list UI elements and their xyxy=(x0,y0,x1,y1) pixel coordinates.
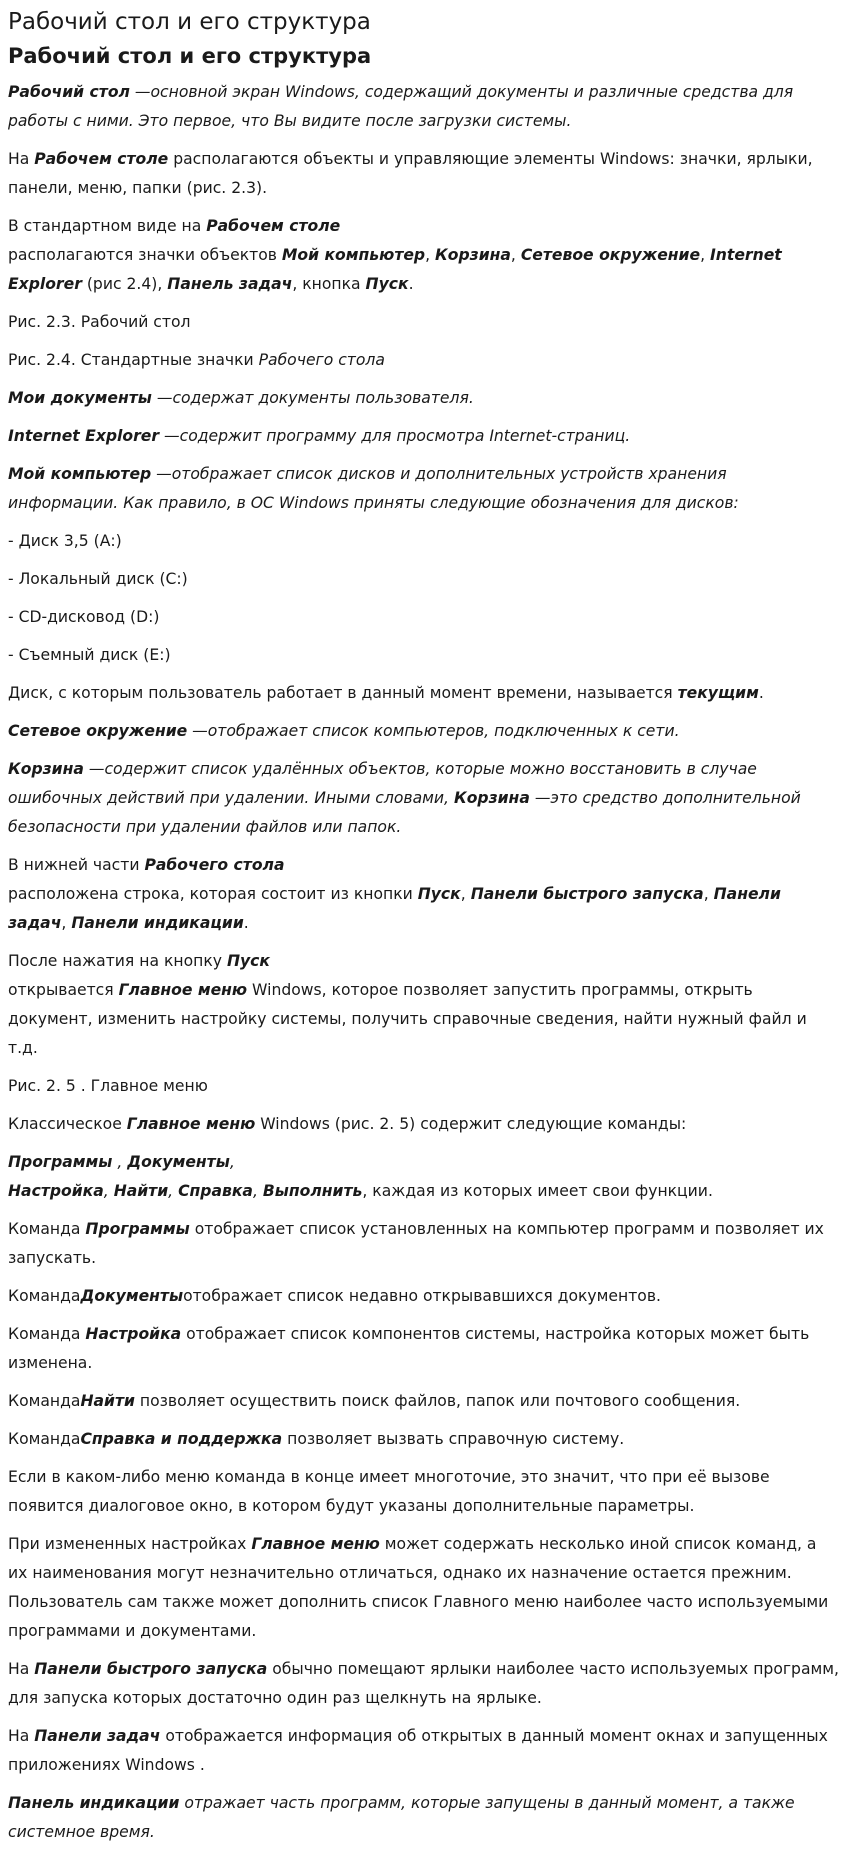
text-run: располагаются значки объектов xyxy=(8,246,282,264)
paragraph xyxy=(8,1655,839,1713)
text-run: (рис 2.4), xyxy=(81,275,168,293)
text-run: обычно помещают ярлыки наиболее часто используемых программ, для запуска которых достаточно один раз щелкнуть на ярлыке. xyxy=(8,1660,839,1707)
emphasized-term: Панели индикации xyxy=(71,914,244,932)
emphasized-term: Настройка xyxy=(85,1325,182,1343)
paragraph xyxy=(8,384,839,413)
text-run: При измененных настройках xyxy=(8,1535,252,1553)
text-run: —содержат документы пользователя. xyxy=(151,389,474,407)
text-run: Windows (рис. 2. 5) содержит следующие команды: xyxy=(255,1115,687,1133)
emphasized-term: Пуск xyxy=(417,885,461,903)
section-heading: Рабочий стол и его структура xyxy=(8,44,372,68)
paragraph xyxy=(8,1722,839,1780)
text-run: располагаются объекты и управляющие элементы Windows: значки, ярлыки, панели, меню, папки (рис. 2.3). xyxy=(8,150,813,197)
text-run: позволяет вызвать справочную систему. xyxy=(282,1430,625,1448)
emphasized-term: Сетевое окружение xyxy=(8,722,188,740)
emphasized-term: Документы xyxy=(80,1287,184,1305)
emphasized-term: Рабочий стол xyxy=(8,83,130,101)
paragraph xyxy=(8,1215,839,1273)
text-run: отображает список недавно открывавшихся документов. xyxy=(183,1287,661,1305)
emphasized-term: Корзина xyxy=(435,246,511,264)
text-run: позволяет осуществить поиск файлов, папок или почтового сообщения. xyxy=(134,1392,741,1410)
text-run: Классическое xyxy=(8,1115,127,1133)
text-run: После нажатия на кнопку xyxy=(8,952,227,970)
text-run: —содержит программу для просмотра Internet-страниц. xyxy=(159,427,631,445)
emphasized-term: Главное меню xyxy=(126,1115,256,1133)
emphasized-term: Справка и поддержка xyxy=(80,1430,283,1448)
emphasized-term: текущим xyxy=(677,684,759,702)
text-run: Команда xyxy=(8,1325,86,1343)
emphasized-term: Панель индикации xyxy=(8,1794,180,1812)
text-run: Windows, которое позволяет запустить программы, открыть документ, изменить настройку системы, получить справочные сведения, найти нужный файл и т.д. xyxy=(8,981,807,1057)
emphasized-term: Рабочем столе xyxy=(206,217,341,235)
emphasized-term: Панели быстрого запуска xyxy=(470,885,704,903)
text-run: В нижней части xyxy=(8,856,145,874)
emphasized-term: Справка xyxy=(178,1182,253,1200)
page-title: Рабочий стол и его структура xyxy=(8,9,371,35)
emphasized-term: Программы xyxy=(85,1220,190,1238)
paragraph xyxy=(8,717,839,746)
paragraph xyxy=(8,346,839,375)
paragraph xyxy=(8,947,839,1063)
paragraph xyxy=(8,145,839,203)
paragraph xyxy=(8,755,839,842)
paragraph xyxy=(8,565,839,594)
text-run: , xyxy=(61,914,72,932)
text-run: Рис. 2.3. Рабочий стол xyxy=(8,313,191,331)
emphasized-term: Главное меню xyxy=(118,981,248,999)
paragraph xyxy=(8,1789,839,1847)
emphasized-term: Корзина xyxy=(8,760,84,778)
paragraph xyxy=(8,422,839,451)
text-run: , xyxy=(425,246,436,264)
emphasized-term: Выполнить xyxy=(262,1182,363,1200)
emphasized-term: Найти xyxy=(80,1392,135,1410)
emphasized-term: Рабочего стола xyxy=(144,856,285,874)
emphasized-term: Программы xyxy=(8,1153,113,1171)
text-run: , xyxy=(460,885,471,903)
text-run: На xyxy=(8,1727,35,1745)
text-run: , xyxy=(700,246,710,264)
text-run: может содержать несколько иной список команд, а их наименования могут незначительно отличаться, однако их назначение остается прежним. Пользователь сам также может дополнить список Главного меню наиболее часто используемыми программами и документами. xyxy=(8,1535,829,1640)
emphasized-term: Internet Explorer xyxy=(8,246,782,293)
paragraph xyxy=(8,527,839,556)
text-run: Рис. 2. 5 . Главное меню xyxy=(8,1077,208,1095)
emphasized-term: Документы xyxy=(127,1153,230,1171)
text-run: Если в каком-либо меню команда в конце имеет многоточие, это значит, что при её вызове появится диалоговое окно, в котором будут указаны дополнительные параметры. xyxy=(8,1468,770,1515)
emphasized-term: Панели задач xyxy=(34,1727,161,1745)
text-run: , xyxy=(510,246,521,264)
text-run: —содержит список удалённых объектов, которые можно восстановить в случае ошибочных действий при удалении. Иными словами, xyxy=(8,760,757,807)
text-run: Команда xyxy=(8,1430,81,1448)
emphasized-term: Мой компьютер xyxy=(281,246,426,264)
paragraph xyxy=(8,308,839,337)
text-run: Рис. 2.4. Стандартные значки xyxy=(8,351,259,369)
paragraph xyxy=(8,641,839,670)
emphasized-term: Панель задач xyxy=(167,275,293,293)
emphasized-term: Панели быстрого запуска xyxy=(34,1660,268,1678)
paragraph xyxy=(8,603,839,632)
emphasized-term: Internet Explorer xyxy=(8,427,160,445)
text-run: отражает часть программ, которые запущены в данный момент, а также системное время. xyxy=(8,1794,795,1841)
text-run: Диск, с которым пользователь работает в данный момент времени, называется xyxy=(8,684,678,702)
text-run: —это средство дополнительной безопасности при удалении файлов или папок. xyxy=(8,789,801,836)
emphasized-term: Главное меню xyxy=(251,1535,380,1553)
paragraph xyxy=(8,1425,839,1454)
paragraph xyxy=(8,1282,839,1311)
paragraph xyxy=(8,1148,839,1206)
text-run: отображает список компонентов системы, настройка которых может быть изменена. xyxy=(8,1325,810,1372)
text-run: - CD-дисковод (D:) xyxy=(8,608,160,626)
emphasized-term: Пуск xyxy=(226,952,270,970)
text-run: На xyxy=(8,150,35,168)
emphasized-term: Корзина xyxy=(453,789,530,807)
text-run: - Съемный диск (Е:) xyxy=(8,646,171,664)
text-run: Рабочего стола xyxy=(258,351,385,369)
text-run: , xyxy=(112,1153,128,1171)
emphasized-term: Настройка xyxy=(8,1182,104,1200)
emphasized-term: Сетевое окружение xyxy=(520,246,701,264)
paragraph xyxy=(8,851,839,938)
text-run: расположена строка, которая состоит из кнопки xyxy=(8,885,418,903)
text-run: . xyxy=(408,275,414,293)
text-run: На xyxy=(8,1660,35,1678)
emphasized-term: Пуск xyxy=(365,275,409,293)
document-body xyxy=(8,78,839,1847)
text-run: Команда xyxy=(8,1287,81,1305)
text-run: В стандартном виде на xyxy=(8,217,207,235)
text-run: Команда xyxy=(8,1220,86,1238)
paragraph xyxy=(8,460,839,518)
text-run: , каждая из которых имеет свои функции. xyxy=(362,1182,713,1200)
text-run: —отображает список дисков и дополнительных устройств хранения информации. Как правило, в ОС Windows приняты следующие обозначения для дисков: xyxy=(8,465,739,512)
paragraph xyxy=(8,78,839,136)
paragraph xyxy=(8,1110,839,1139)
text-run: —основной экран Windows, содержащий документы и различные средства для работы с ними. Это первое, что Вы видите после загрузки системы. xyxy=(8,83,794,130)
paragraph xyxy=(8,1072,839,1101)
emphasized-term: Найти xyxy=(113,1182,169,1200)
text-run: , xyxy=(252,1182,263,1200)
text-run: . xyxy=(758,684,764,702)
text-run: , xyxy=(168,1182,179,1200)
text-run: , xyxy=(229,1153,235,1171)
text-run: открывается xyxy=(8,981,119,999)
text-run: отображает список установленных на компьютер программ и позволяет их запускать. xyxy=(8,1220,824,1267)
text-run: - Локальный диск (С:) xyxy=(8,570,188,588)
paragraph xyxy=(8,1320,839,1378)
paragraph xyxy=(8,1387,839,1416)
text-run: —отображает список компьютеров, подключенных к сети. xyxy=(187,722,680,740)
paragraph xyxy=(8,212,839,299)
emphasized-term: Панели задач xyxy=(8,885,781,932)
paragraph xyxy=(8,679,839,708)
text-run: , xyxy=(103,1182,114,1200)
text-run: , xyxy=(703,885,714,903)
text-run: , кнопка xyxy=(292,275,366,293)
emphasized-term: Мои документы xyxy=(8,389,152,407)
paragraph xyxy=(8,1530,839,1646)
text-run: отображается информация об открытых в данный момент окнах и запущенных приложениях Windows . xyxy=(8,1727,828,1774)
emphasized-term: Рабочем столе xyxy=(34,150,169,168)
text-run: Команда xyxy=(8,1392,81,1410)
paragraph xyxy=(8,1463,839,1521)
text-run: - Диск 3,5 (А:) xyxy=(8,532,122,550)
text-run: . xyxy=(243,914,249,932)
emphasized-term: Мой компьютер xyxy=(8,465,152,483)
